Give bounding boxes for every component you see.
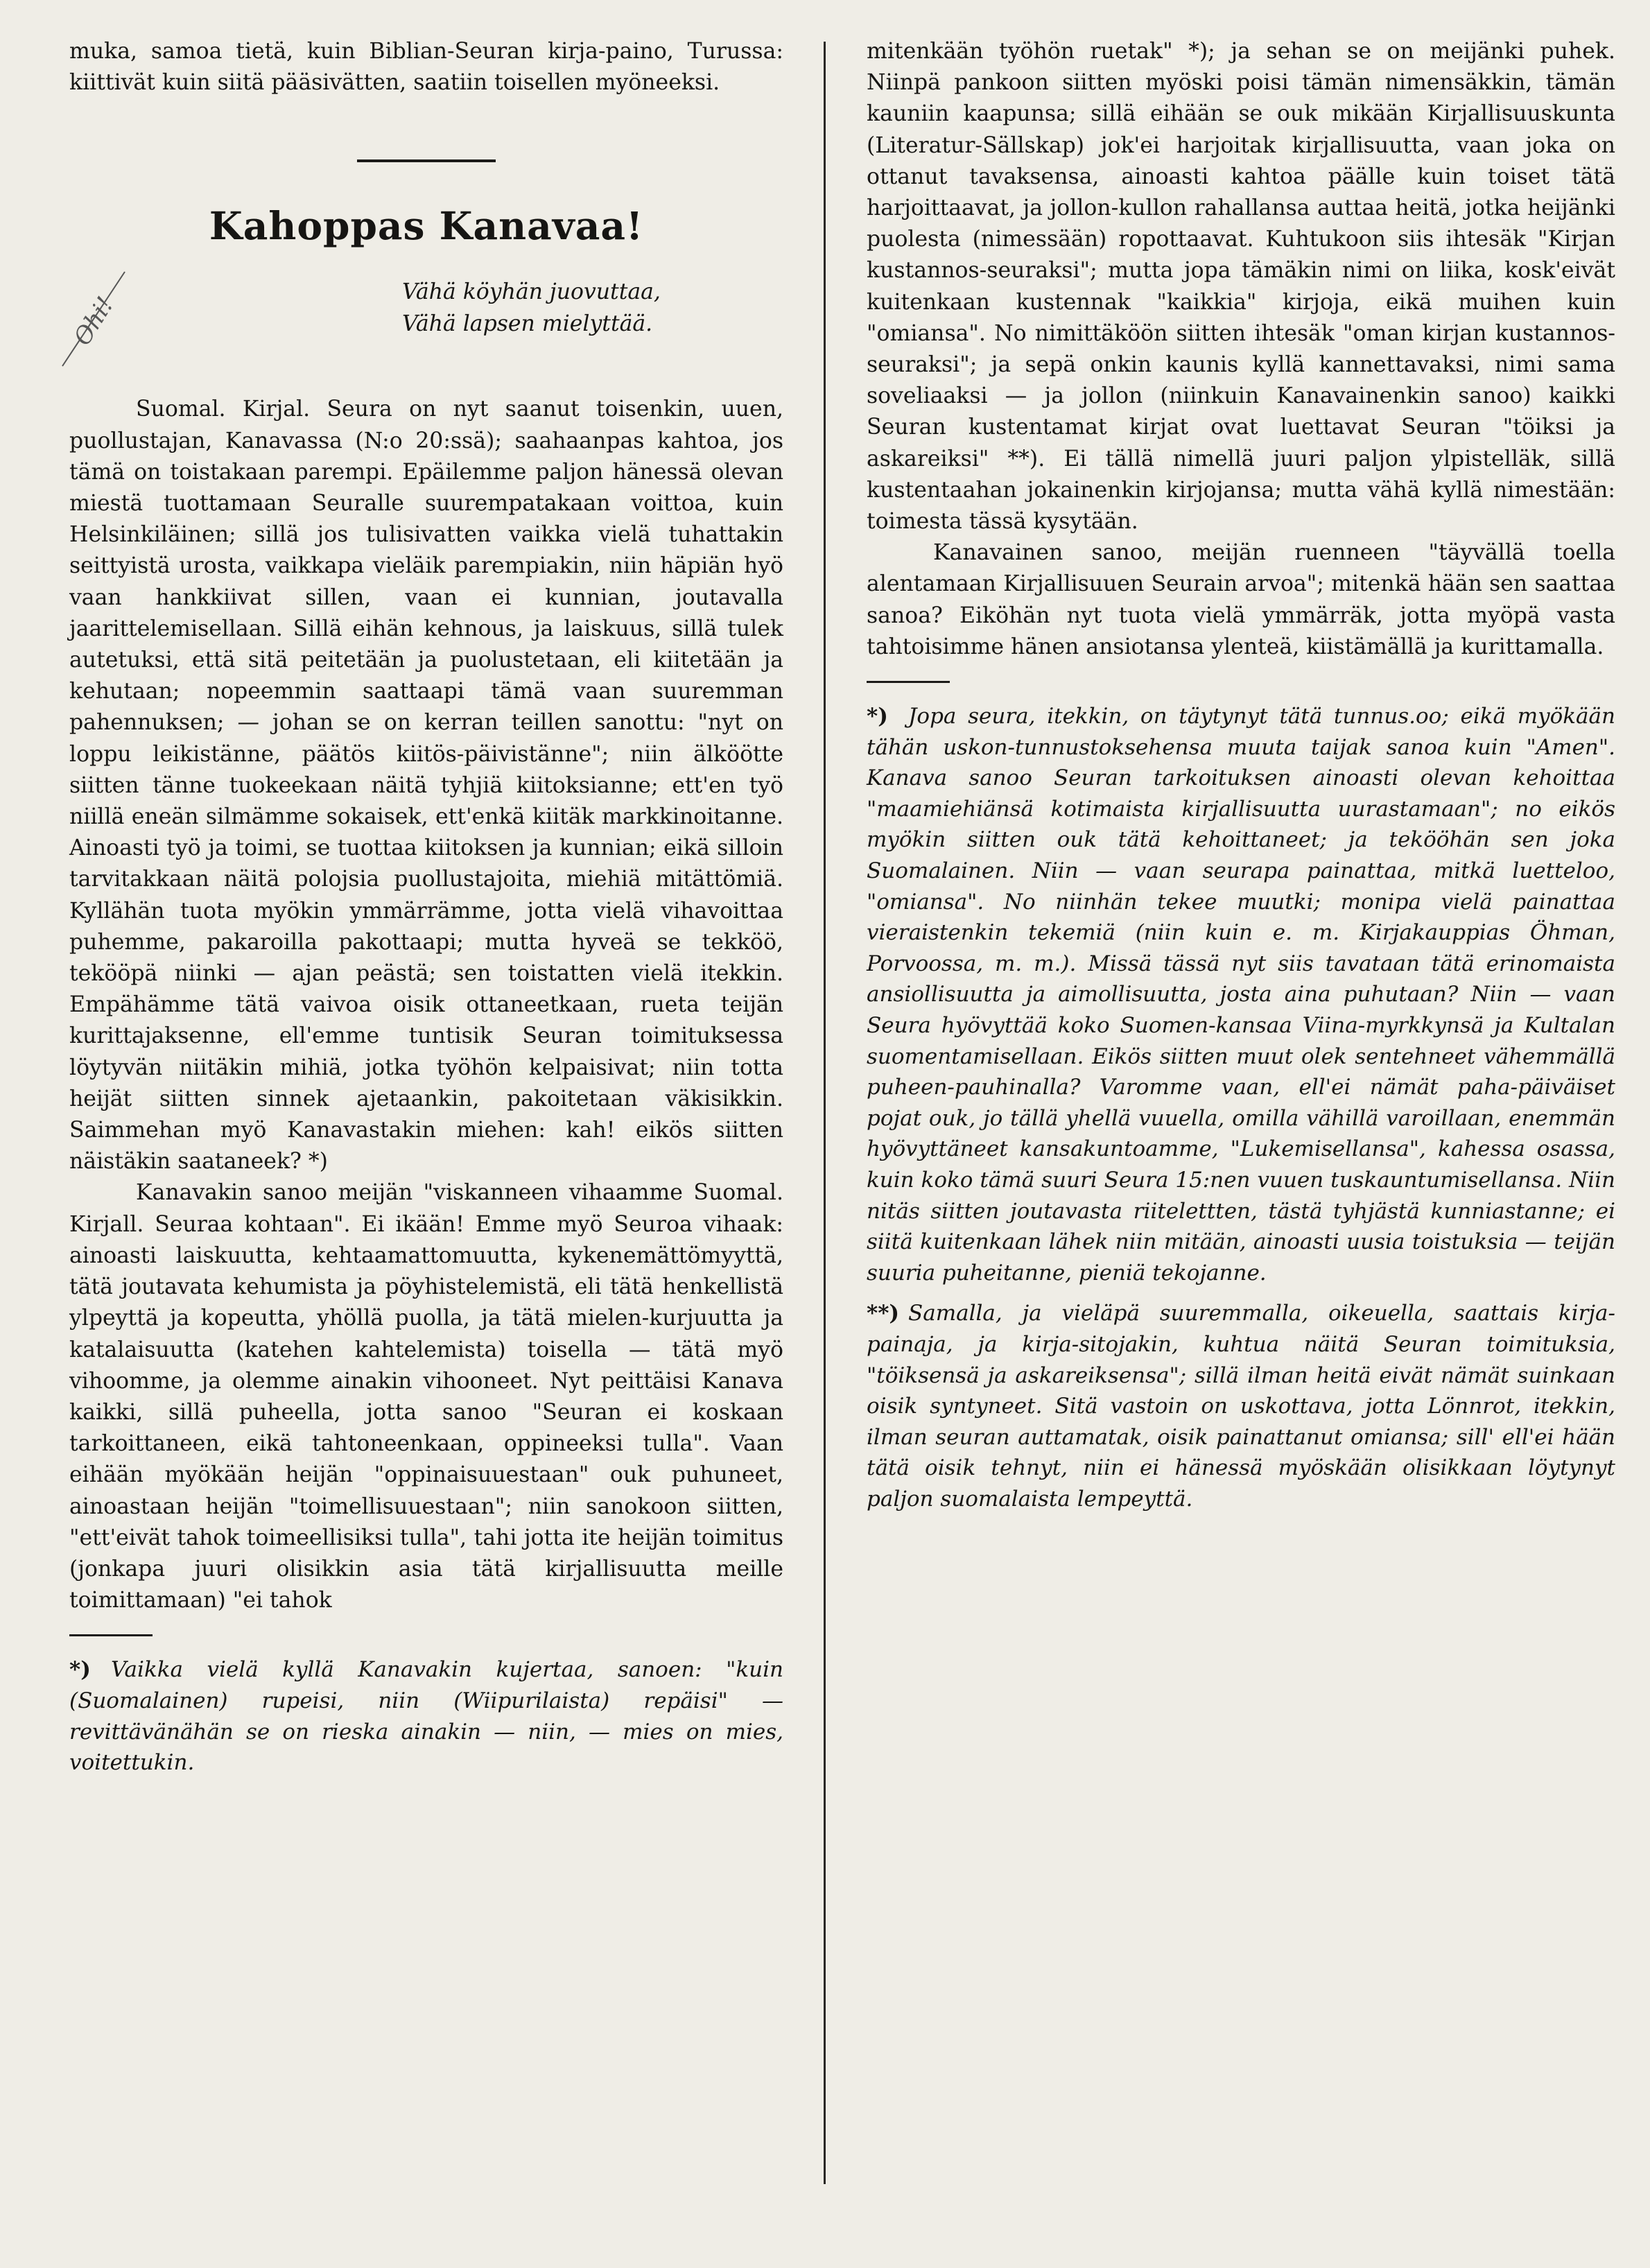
epigraph-line-1: Vähä köyhän juovuttaa, xyxy=(402,279,661,305)
column-divider xyxy=(824,42,826,2184)
footnote xyxy=(69,1654,783,1778)
footnote-text: Samalla, ja vieläpä suuremmalla, oikeuella, saattais kirja-painaja, ja kirja-sitojakin, kuhtua näitä Seuran toimituksia, "töiksensä ja askareiksensa"; sillä ilman heitä eivät nämät suinkaan oisik syntyneet. Sitä vastoin on uskottava, jotta Lönnrot, itekkin, ilman seuran auttamatak, oisik painattanut omiansa; sill' ell'ei hään tätä oisik tehnyt, niin ei hänessä myöskään olisikkaan löytynyt paljon suomalaista lempeyttä. xyxy=(867,1301,1615,1512)
footnote-marker: *) xyxy=(867,704,888,729)
epigraph xyxy=(402,276,783,340)
footnote-text: Vaikka vielä kyllä Kanavakin kujertaa, sanoen: "kuin (Suomalainen) rupeisi, niin (Wiipurilaista) repäisi" — revittävänähän se on rieska ainakin — niin, — mies on mies, voitettukin. xyxy=(69,1657,783,1776)
margin-note-text: Ohi! xyxy=(68,292,120,351)
footnote-text: Jopa seura, itekkin, on täytynyt tätä tunnus.oo; eikä myökään tähän uskon-tunnustoksehensa muuta taijak sanoa kuin "Amen". Kanava sanoo Seuran tarkoituksen ainoasti olevan kehoittaa "maamiehiänsä kotimaista kirjallisuutta uurastamaan"; no eikös myökin siitten ouk tätä kehoittaneet; ja tekööhän sen joka Suomalainen. Niin — vaan seurapa painattaa, mitkä luetteloo, "omiansa". No niinhän tekee muutki; monipa vielä painattaa vieraistenkin tekemiä (niin kuin e. m. Kirjakauppias Öhman, Porvoossa, m. m.). Missä tässä nyt siis tavataan tätä erinomaista ansiollisuutta ja aimollisuutta, josta aina puhutaan? Niin — vaan Seura hyövyttää koko Suomen-kansaa Viina-myrkkynsä ja Kultalan suomentamisellaan. Eikös siitten muut olek sentehneet vähemmällä puheen-pauhinalla? Varomme vaan, ell'ei nämät paha-päiväiset pojat ouk, jo tällä yhellä vuuella, omilla vähillä varoillaan, enemmän hyövyttäneet kansakuntoamme, "Lukemisellansa", kahessa osassa, kuin koko tämä suuri Seura 15:nen vuuen tuskauntumisellansa. Niin nitäs siitten joutavasta riitelettten, tästä tyhjästä kunniastanne; ei siitä kuitenkaan lähek niin mitään, ainoasti uusia toistuksia — teijän suuria puheitanne, pieniä tekojanne. xyxy=(867,704,1615,1286)
footnote xyxy=(867,701,1615,1514)
right-column xyxy=(867,36,1615,1515)
continued-paragraph: muka, samoa tietä, kuin Biblian-Seuran kirja-paino, Turussa: kiittivät kuin siitä pääsivätten, saatiin toisellen myöneeksi. xyxy=(69,39,783,96)
footnote-divider xyxy=(867,681,950,683)
left-column xyxy=(69,36,783,1778)
footnote-divider xyxy=(69,1634,153,1636)
body-paragraph: Kanavakin sanoo meijän "viskanneen vihaamme Suomal. Kirjall. Seuraa kohtaan". Ei ikään! Emme myö Seuroa vihaak: ainoasti laiskuutta, kehtaamattomuutta, kykenemättömyyttä, tätä joutavata kehumista ja pöyhistelemistä, eli tätä henkellistä ylpeyttä ja kopeutta, yhöllä puolla, ja tätä mielen-kurjuutta ja katalaisuutta (katehen kahtelemista) toisella — tätä myö vihoomme, ja olemme ainakin vihooneet. Nyt peittäisi Kanava kaikki, sillä puheella, jotta sanoo "Seuran ei koskaan tarkoittaneen, eikä tahtoneenkaan, oppineeksi tulla". Vaan eihään myökään heijän "oppinaisuuestaan" ouk puhuneet, ainoastaan heijän "toimellisuuestaan"; niin sanokoon siitten, "ett'eivät tahok toimeellisiksi tulla", tahi jotta ite heijän toimitus (jonkapa juuri olisikkin asia tätä kirjallisuutta meille toimittamaan) "ei tahok xyxy=(69,1180,783,1613)
section-divider xyxy=(357,159,496,162)
epigraph-line-2: Vähä lapsen mielyttää. xyxy=(402,311,653,337)
footnote-marker: **) xyxy=(867,1301,900,1326)
body-paragraph: mitenkään työhön ruetak" *); ja sehan se on meijänki puhek. Niinpä pankoon siitten myöski poisi tämän nimensäkkin, tämän kauniin kaapunsa; sillä eihään se ouk mikään Kirjallisuuskunta (Literatur-Sällskap) jok'ei harjoitak kirjallisuutta, vaan joka on ottanut tavaksensa, ainoasti kahtoa päälle kuin toiset tätä harjoittaavat, ja jollon-kullon rahallansa auttaa heitä, jotka heijänki puolesta (nimessään) ropottaavat. Kuhtukoon siis ihtesäk "Kirjan kustannos-seuraksi"; mutta jopa tämäkin nimi on liika, kosk'eivät kuitenkaan kustennak "kaikkia" kirjoja, eikä muihen kuin "omiansa". No nimittäköön siitten ihtesäk "oman kirjan kustannos-seuraksi"; ja sepä onkin kaunis kyllä kannettavaksi, nimi sama soveliaaksi — ja jollon (niinkuin Kanavainenkin sanoo) kaikki Seuran kustentamat kirjat ovat luettavat Seuran "töiksi ja askareiksi" **). Ei tällä nimellä juuri paljon ylpistelläk, sillä kustentaahan jokainenkin kirjojansa; mutta vähä kyllä nimestään: toimesta tässä kysytään. xyxy=(867,39,1615,535)
footnote-marker: *) xyxy=(69,1657,91,1683)
body-paragraph: Suomal. Kirjal. Seura on nyt saanut toisenkin, uuen, puollustajan, Kanavassa (N:o 20:ssä); saahaanpas kahtoa, jos tämä on toistakaan parempi. Epäilemme paljon hänessä olevan miestä tuottamaan Seuralle suurempatakaan voittoa, kuin Helsinkiläinen; sillä jos tulisivatten vaikka vielä tuhattakin seittyistä urosta, vaikkapa vieläik parempiakin, niin häpiän hyö vaan hankkiivat sillen, vaan ei kunnian, joutavalla jaarittelemisellaan. Sillä eihän kehnous, ja laiskuus, sillä tulek autetuksi, että sitä peitetään ja puolustetaan, eli kiitetään ja kehutaan; nopeemmin saattaapi tämä vaan suuremman pahennuksen; — johan se on kerran teillen sanottu: "nyt on loppu leikistänne, päätös kiitös-päivistänne"; niin älköötte siitten tänne tuokeekaan näitä tyhjiä kiitoksianne; ett'en työ niillä eneän silmämme sokaisek, ett'enkä kiitäk markkinoitanne. Ainoasti työ ja toimi, se tuottaa kiitoksen ja kunnian; eikä silloin tarvitakkaan näitä polojsia puollustajoita, miehiä mitättömiä. Kyllähän tuota myökin ymmärrämme, jotta vielä vihavoittaa puhemme, pakaroilla pakottaapi; mutta hyveä se tekköö, tekööpä niinki — ajan peästä; sen toistatten vielä itekkin. Empähämme tätä vaivoa oisik ottaneetkaan, rueta teijän kurittajaksenne, ell'emme tuntisik Seuran toimituksessa löytyvän niitäkin mihiä, jotka työhön kelpaisivat; niin totta heijät siitten sinnek ajetaankin, pakoitetaan väkisikkin. Saimmehan myö Kanavastakin miehen: kah! eikös siitten näistäkin saataneek? *) xyxy=(69,397,783,1175)
body-paragraph: Kanavainen sanoo, meijän ruenneen "täyvällä toella alentamaan Kirjallisuuen Seurain arvoa"; mitenkä hään sen saattaa sanoa? Eiköhän nyt tuota vielä ymmärräk, jotta myöpä vasta tahtoisimme hänen ansiotansa ylenteä, kiistämällä ja kurittamalla. xyxy=(867,540,1615,659)
article-heading: Kahoppas Kanavaa! xyxy=(209,203,644,249)
